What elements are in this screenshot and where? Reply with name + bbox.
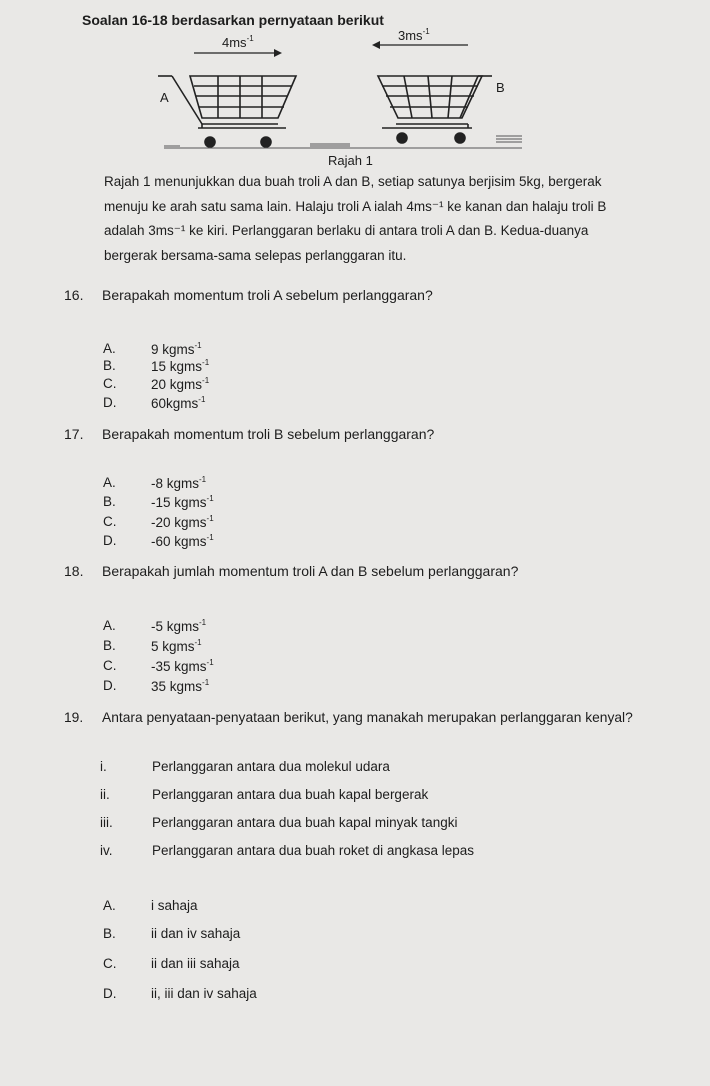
option-value: 20 kgms$^{-1}$: [151, 376, 210, 392]
option-letter: C.: [103, 514, 117, 529]
option-letter: A.: [103, 898, 116, 913]
option-letter: B.: [103, 926, 116, 941]
option-letter: D.: [103, 395, 117, 410]
trolley-a: [158, 76, 296, 147]
question-text: Berapakah momentum troli A sebelum perlanggaran?: [102, 287, 433, 303]
question-text: Antara penyataan-penyataan berikut, yang manakah merupakan perlanggaran kenyal?: [102, 710, 633, 725]
trolley-label-a: A: [160, 90, 169, 105]
option-letter: A.: [103, 475, 116, 490]
option-letter: B.: [103, 638, 116, 653]
option-letter: C.: [103, 376, 117, 391]
question-number: 17.: [64, 426, 84, 442]
question-text: Berapakah momentum troli B sebelum perlanggaran?: [102, 426, 435, 442]
velocity-arrow-a: [194, 49, 282, 57]
question-number: 19.: [64, 710, 84, 725]
trolley-b: [378, 76, 492, 143]
question-number: 18.: [64, 563, 84, 579]
option-letter: A.: [103, 618, 116, 633]
section-heading: Soalan 16-18 berdasarkan pernyataan berikut: [82, 12, 384, 28]
option-value: -20 kgms$^{-1}$: [151, 514, 214, 530]
option-value: -60 kgms$^{-1}$: [151, 533, 214, 549]
statement-line: adalah 3ms⁻¹ ke kiri. Perlanggaran berlaku di antara troli A dan B. Kedua-duanya: [104, 223, 589, 238]
option-value: 35 kgms$^{-1}$: [151, 678, 210, 694]
velocity-label-b: $3ms^{-1}$: [398, 28, 430, 43]
ground-line: [164, 136, 522, 148]
option-letter: D.: [103, 533, 117, 548]
statement-text: Perlanggaran antara dua buah roket di angkasa lepas: [152, 843, 474, 858]
option-value: ii dan iv sahaja: [151, 926, 241, 941]
question-text: Berapakah jumlah momentum troli A dan B sebelum perlanggaran?: [102, 563, 519, 579]
statement-text: Perlanggaran antara dua buah kapal bergerak: [152, 787, 429, 802]
option-value: -5 kgms$^{-1}$: [151, 618, 207, 634]
option-value: -8 kgms$^{-1}$: [151, 475, 207, 491]
option-value: i sahaja: [151, 898, 198, 913]
statement-roman: iii.: [100, 815, 113, 830]
option-letter: D.: [103, 678, 117, 693]
figure-caption: Rajah 1: [328, 153, 373, 168]
statement-roman: i.: [100, 759, 107, 774]
option-letter: C.: [103, 658, 117, 673]
option-value: -35 kgms$^{-1}$: [151, 658, 214, 674]
option-letter: A.: [103, 341, 116, 356]
option-letter: B.: [103, 358, 116, 373]
problem-statement: [104, 170, 674, 268]
statement-line: Rajah 1 menunjukkan dua buah troli A dan B, setiap satunya berjisim 5kg, bergerak: [104, 174, 602, 189]
option-value: 15 kgms$^{-1}$: [151, 358, 210, 374]
option-value: 9 kgms$^{-1}$: [151, 341, 202, 357]
option-letter: C.: [103, 956, 117, 971]
option-letter: B.: [103, 494, 116, 509]
option-value: ii dan iii sahaja: [151, 956, 240, 971]
option-letter: D.: [103, 986, 117, 1001]
statement-roman: iv.: [100, 843, 113, 858]
statement-line: menuju ke arah satu sama lain. Halaju troli A ialah 4ms⁻¹ ke kanan dan halaju troli B: [104, 198, 607, 214]
option-value: 60kgms$^{-1}$: [151, 395, 206, 411]
option-value: ii, iii dan iv sahaja: [151, 986, 257, 1001]
velocity-label-a: $4ms^{-1}$: [222, 34, 254, 50]
trolley-label-b: B: [496, 80, 505, 95]
statement-roman: ii.: [100, 787, 110, 802]
question-number: 16.: [64, 287, 84, 303]
statement-line: bergerak bersama-sama selepas perlanggaran itu.: [104, 247, 407, 263]
option-value: 5 kgms$^{-1}$: [151, 638, 202, 654]
trolley-diagram: [150, 28, 530, 178]
option-value: -15 kgms$^{-1}$: [151, 494, 214, 510]
statement-text: Perlanggaran antara dua buah kapal minyak tangki: [152, 815, 458, 830]
statement-text: Perlanggaran antara dua molekul udara: [152, 759, 390, 774]
